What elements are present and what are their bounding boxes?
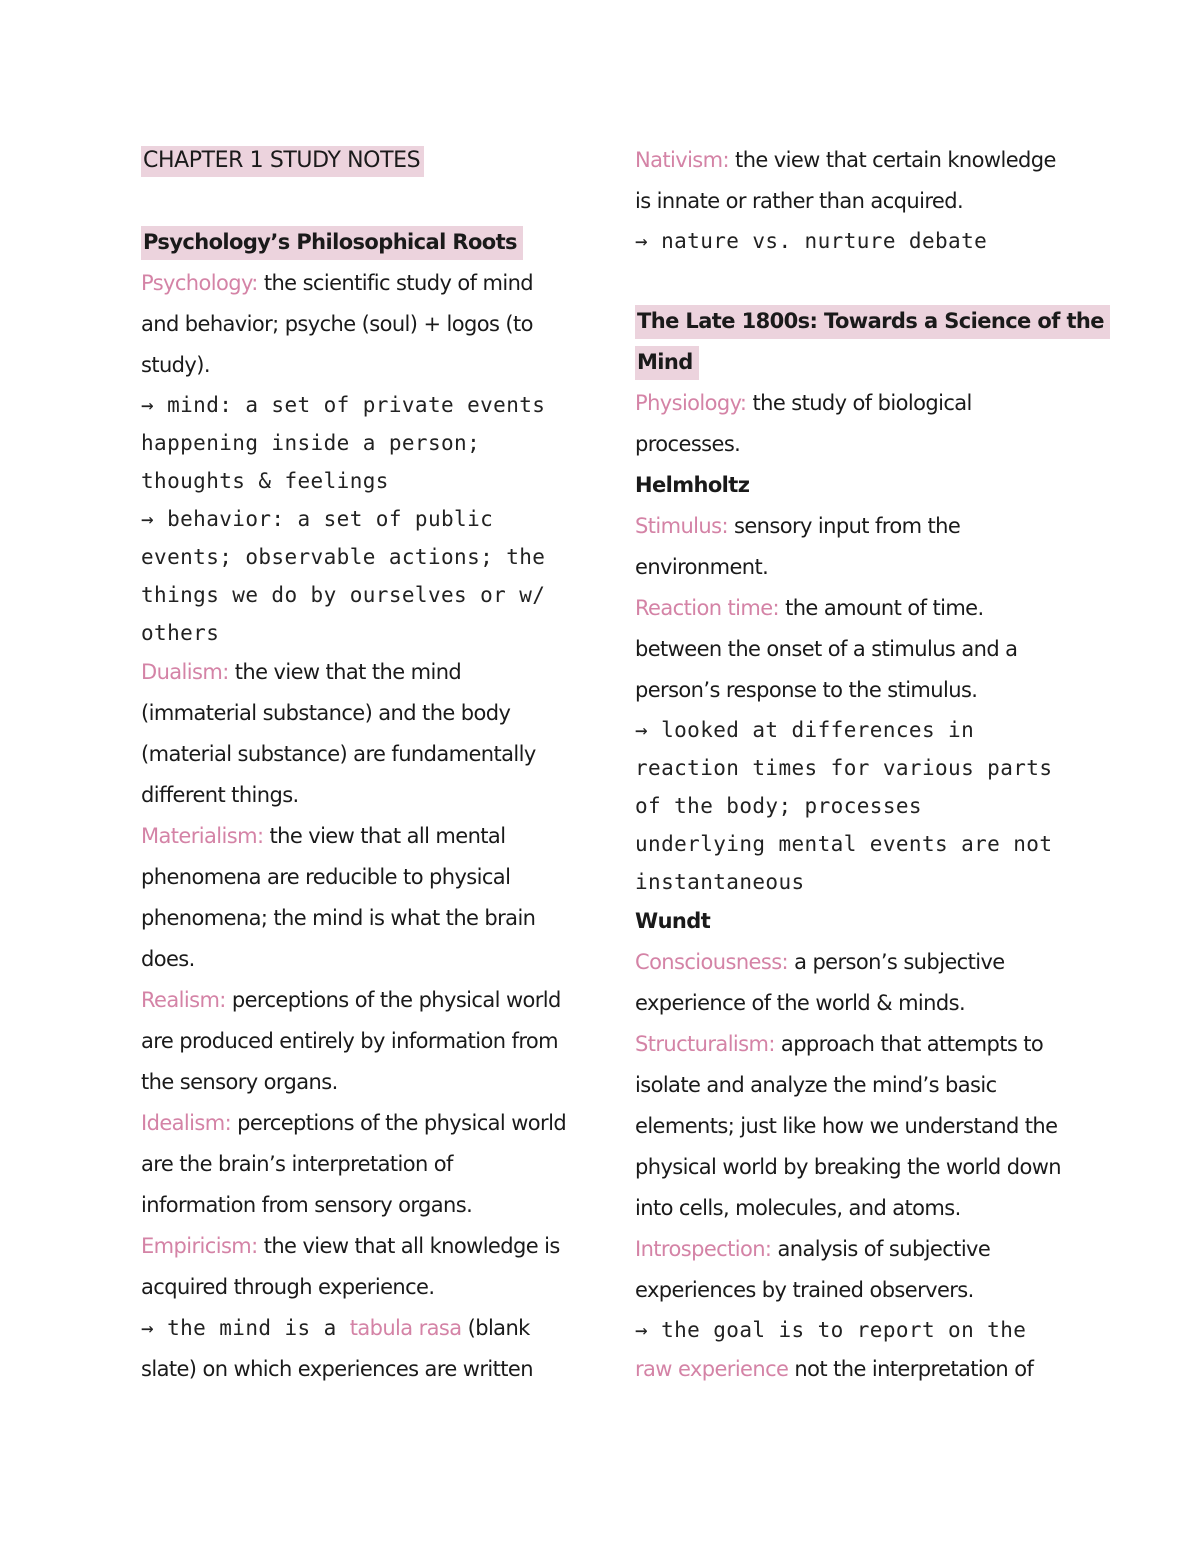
definition-text: the view that the mind	[228, 660, 462, 684]
definition-line	[635, 942, 1065, 983]
term-stimulus: Stimulus:	[635, 514, 728, 538]
page-title	[141, 140, 571, 181]
definition-line: are the brain’s interpretation of	[141, 1152, 453, 1176]
definition-line: environment.	[635, 555, 769, 579]
definition-line: the sensory organs.	[141, 1070, 338, 1094]
definition-text: approach that attempts to	[774, 1032, 1044, 1056]
definition-text: analysis of subjective	[771, 1237, 991, 1261]
definition-line: information from sensory organs.	[141, 1193, 473, 1217]
term-empiricism: Empiricism:	[141, 1234, 258, 1258]
definition-line	[141, 1226, 571, 1267]
note-nature-nurture: → nature vs. nurture debate	[635, 229, 988, 253]
spacer	[635, 260, 1065, 301]
definition-text: the view that certain knowledge	[728, 148, 1056, 172]
right-column	[635, 140, 1104, 1390]
section-heading-philosophical-roots	[141, 222, 571, 263]
definition-line: study).	[141, 353, 210, 377]
note-line: slate) on which experiences are written	[141, 1357, 533, 1381]
definition-line: different things.	[141, 783, 299, 807]
note-goal	[635, 1311, 1065, 1390]
definition-text: the amount of time.	[779, 596, 984, 620]
note-line: instantaneous	[635, 870, 805, 894]
definition-line	[141, 263, 571, 304]
definition-line	[141, 980, 571, 1021]
note-behavior	[141, 500, 571, 652]
term-physiology: Physiology:	[635, 391, 747, 415]
definition-materialism	[141, 816, 571, 980]
note-suffix: not the interpretation of	[788, 1357, 1034, 1381]
subheading-helmholtz: Helmholtz	[635, 473, 750, 497]
definition-line: and behavior; psyche (soul) + logos (to	[141, 312, 533, 336]
section-heading-late-1800s	[635, 301, 1104, 383]
note-tabula-rasa	[141, 1308, 571, 1390]
definition-line: between the onset of a stimulus and a	[635, 637, 1018, 661]
definition-reaction-time	[635, 588, 1065, 711]
definition-line: are produced entirely by information from	[141, 1029, 559, 1053]
term-reaction-time: Reaction time:	[635, 596, 780, 620]
definition-line: acquired through experience.	[141, 1275, 435, 1299]
definition-text: a person’s subjective	[788, 950, 1005, 974]
definition-consciousness	[635, 942, 1065, 1024]
note-line: events; observable actions; the	[141, 545, 546, 569]
term-introspection: Introspection:	[635, 1237, 772, 1261]
definition-line	[635, 140, 1065, 181]
definition-line: experience of the world & minds.	[635, 991, 966, 1015]
definition-nativism	[635, 140, 1065, 222]
term-consciousness: Consciousness:	[635, 950, 789, 974]
section-heading-text: Mind	[635, 346, 699, 380]
definition-text: sensory input from the	[727, 514, 961, 538]
definition-text: the view that all knowledge is	[257, 1234, 560, 1258]
term-dualism: Dualism:	[141, 660, 229, 684]
definition-line: isolate and analyze the mind’s basic	[635, 1073, 997, 1097]
definition-line: physical world by breaking the world down	[635, 1155, 1061, 1179]
spacer	[141, 181, 571, 222]
definition-line: into cells, molecules, and atoms.	[635, 1196, 961, 1220]
note-line: → looked at differences in	[635, 718, 975, 742]
definition-line	[635, 1024, 1065, 1065]
definition-psychology	[141, 263, 571, 386]
section-heading-line	[635, 301, 1104, 342]
definition-dualism	[141, 652, 571, 816]
term-nativism: Nativism:	[635, 148, 729, 172]
note-mind	[141, 386, 571, 500]
definition-line	[635, 506, 1065, 547]
definition-text: perceptions of the physical world	[231, 1111, 567, 1135]
definition-text: perceptions of the physical world	[225, 988, 561, 1012]
definition-stimulus	[635, 506, 1065, 588]
definition-line: person’s response to the stimulus.	[635, 678, 978, 702]
note-line: → behavior: a set of public	[141, 507, 494, 531]
term-idealism: Idealism:	[141, 1111, 232, 1135]
section-heading-line	[635, 342, 1065, 383]
definition-line	[635, 1229, 1065, 1270]
page-title-text: CHAPTER 1 STUDY NOTES	[141, 146, 424, 177]
note-line: → the goal is to report on the	[635, 1318, 1027, 1342]
definition-line: phenomena are reducible to physical	[141, 865, 511, 889]
term-structuralism: Structuralism:	[635, 1032, 775, 1056]
definition-empiricism	[141, 1226, 571, 1308]
note-line: → mind: a set of private events	[141, 393, 546, 417]
subheading-wundt: Wundt	[635, 909, 711, 933]
definition-line: elements; just like how we understand the	[635, 1114, 1058, 1138]
note-line: others	[141, 621, 220, 645]
definition-line: is innate or rather than acquired.	[635, 189, 964, 213]
definition-idealism	[141, 1103, 571, 1226]
definition-structuralism	[635, 1024, 1065, 1229]
note-line: underlying mental events are not	[635, 832, 1053, 856]
definition-line: (material substance) are fundamentally	[141, 742, 536, 766]
definition-line	[635, 588, 1065, 629]
definition-line: does.	[141, 947, 195, 971]
definition-line: processes.	[635, 432, 741, 456]
definition-line	[635, 383, 1065, 424]
note-reaction-times	[635, 711, 1065, 901]
note-line: thoughts & feelings	[141, 469, 389, 493]
note-line	[635, 1349, 1065, 1390]
note-line: reaction times for various parts	[635, 756, 1053, 780]
definition-line	[141, 816, 571, 857]
note-prefix: → the mind is a	[141, 1316, 350, 1340]
definition-text: the scientific study of mind	[257, 271, 534, 295]
definition-realism	[141, 980, 571, 1103]
term-psychology: Psychology:	[141, 271, 258, 295]
definition-introspection	[635, 1229, 1065, 1311]
definition-line: phenomena; the mind is what the brain	[141, 906, 536, 930]
definition-line	[141, 652, 571, 693]
definition-line	[141, 1103, 571, 1144]
note-line: happening inside a person;	[141, 431, 481, 455]
definition-physiology	[635, 383, 1065, 465]
note-suffix: (blank	[461, 1316, 530, 1340]
note-line	[141, 1308, 571, 1349]
note-line: of the body; processes	[635, 794, 922, 818]
term-tabula-rasa: tabula rasa	[349, 1316, 462, 1340]
definition-line: experiences by trained observers.	[635, 1278, 974, 1302]
note-line: things we do by ourselves or w/	[141, 583, 546, 607]
definition-text: the study of biological	[746, 391, 972, 415]
term-materialism: Materialism:	[141, 824, 264, 848]
term-raw-experience: raw experience	[635, 1357, 789, 1381]
left-column	[141, 140, 571, 1390]
definition-text: the view that all mental	[263, 824, 506, 848]
section-heading-text: Psychology’s Philosophical Roots	[141, 226, 523, 260]
definition-line: (immaterial substance) and the body	[141, 701, 511, 725]
term-realism: Realism:	[141, 988, 226, 1012]
section-heading-text: The Late 1800s: Towards a Science of the	[635, 305, 1110, 339]
